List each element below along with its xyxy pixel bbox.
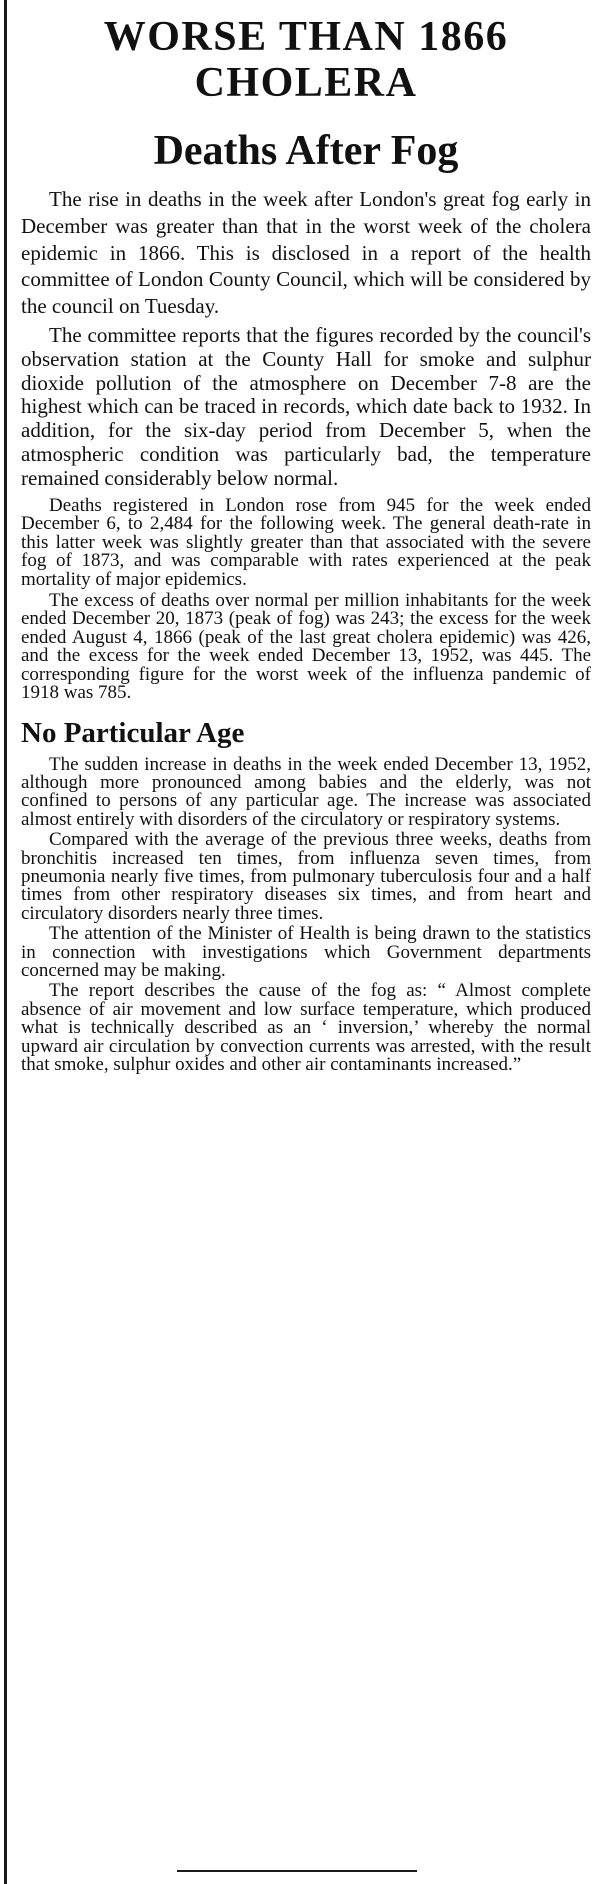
article-paragraph: The excess of deaths over normal per million inhabitants for the week ended December 20, 1873 (peak of fog) was 243; the excess for the week ended August 4, 1866 (peak of the last great cholera epidemic) was 426, and the excess for the week ended December 13, 1952, was 445. The corresponding figure for the worst week of the influenza pandemic of 1918 was 785.: [21, 589, 591, 704]
article-paragraph: Compared with the average of the previous three weeks, deaths from bronchitis increased ten times, from influenza seven times, from pneumonia nearly five times, from pulmonary tuberculosis four and a half times from other respiratory diseases six times, and from heart and circulatory disorders nearly three times.: [21, 829, 591, 924]
end-rule: [177, 1870, 417, 1872]
headline-line-2: CHOLERA: [194, 60, 418, 106]
article-column: [21, 14, 591, 1074]
article-paragraph: The sudden increase in deaths in the week ended December 13, 1952, although more pronounced among babies and the elderly, was not confined to persons of any particular age. The increase was associated almost entirely with disorders of the circulatory or respiratory systems.: [21, 753, 591, 830]
newspaper-clipping: [4, 0, 596, 1884]
article-paragraph: Deaths registered in London rose from 945 for the week ended December 6, to 2,484 for the following week. The general death-rate in this latter week was slightly greater than that associated with the severe fog of 1873, and was comparable with rates experienced at the peak mortality of major epidemics.: [21, 494, 591, 590]
headline: [21, 14, 591, 106]
headline-line-1: WORSE THAN 1866: [103, 14, 509, 60]
article-paragraph: The committee reports that the figures recorded by the council's observation station at the County Hall for smoke and sulphur dioxide pollution of the atmosphere on December 7-8 are the highest which can be traced in records, which date back to 1932. In addition, for the six-day period from December 5, when the atmospheric condition was particularly bad, the temperature remained considerably below normal.: [21, 322, 591, 490]
subheadline: Deaths After Fog: [153, 128, 459, 174]
article-paragraph: The attention of the Minister of Health is being drawn to the statistics in connection with investigations which Government departments concerned may be making.: [21, 923, 591, 981]
section-heading: No Particular Age: [21, 716, 245, 749]
article-paragraph: The rise in deaths in the week after London's great fog early in December was greater than that in the worst week of the cholera epidemic in 1866. This is disclosed in a report of the health committee of London County Council, which will be considered by the council on Tuesday.: [21, 187, 591, 319]
article-paragraph: The report describes the cause of the fog as: “ Almost complete absence of air movement and low surface temperature, which produced what is technically described as an ‘ inversion,’ whereby the normal upward air circulation by convection currents was arrested, with the result that smoke, sulphur oxides and other air contaminants increased.”: [21, 980, 591, 1076]
